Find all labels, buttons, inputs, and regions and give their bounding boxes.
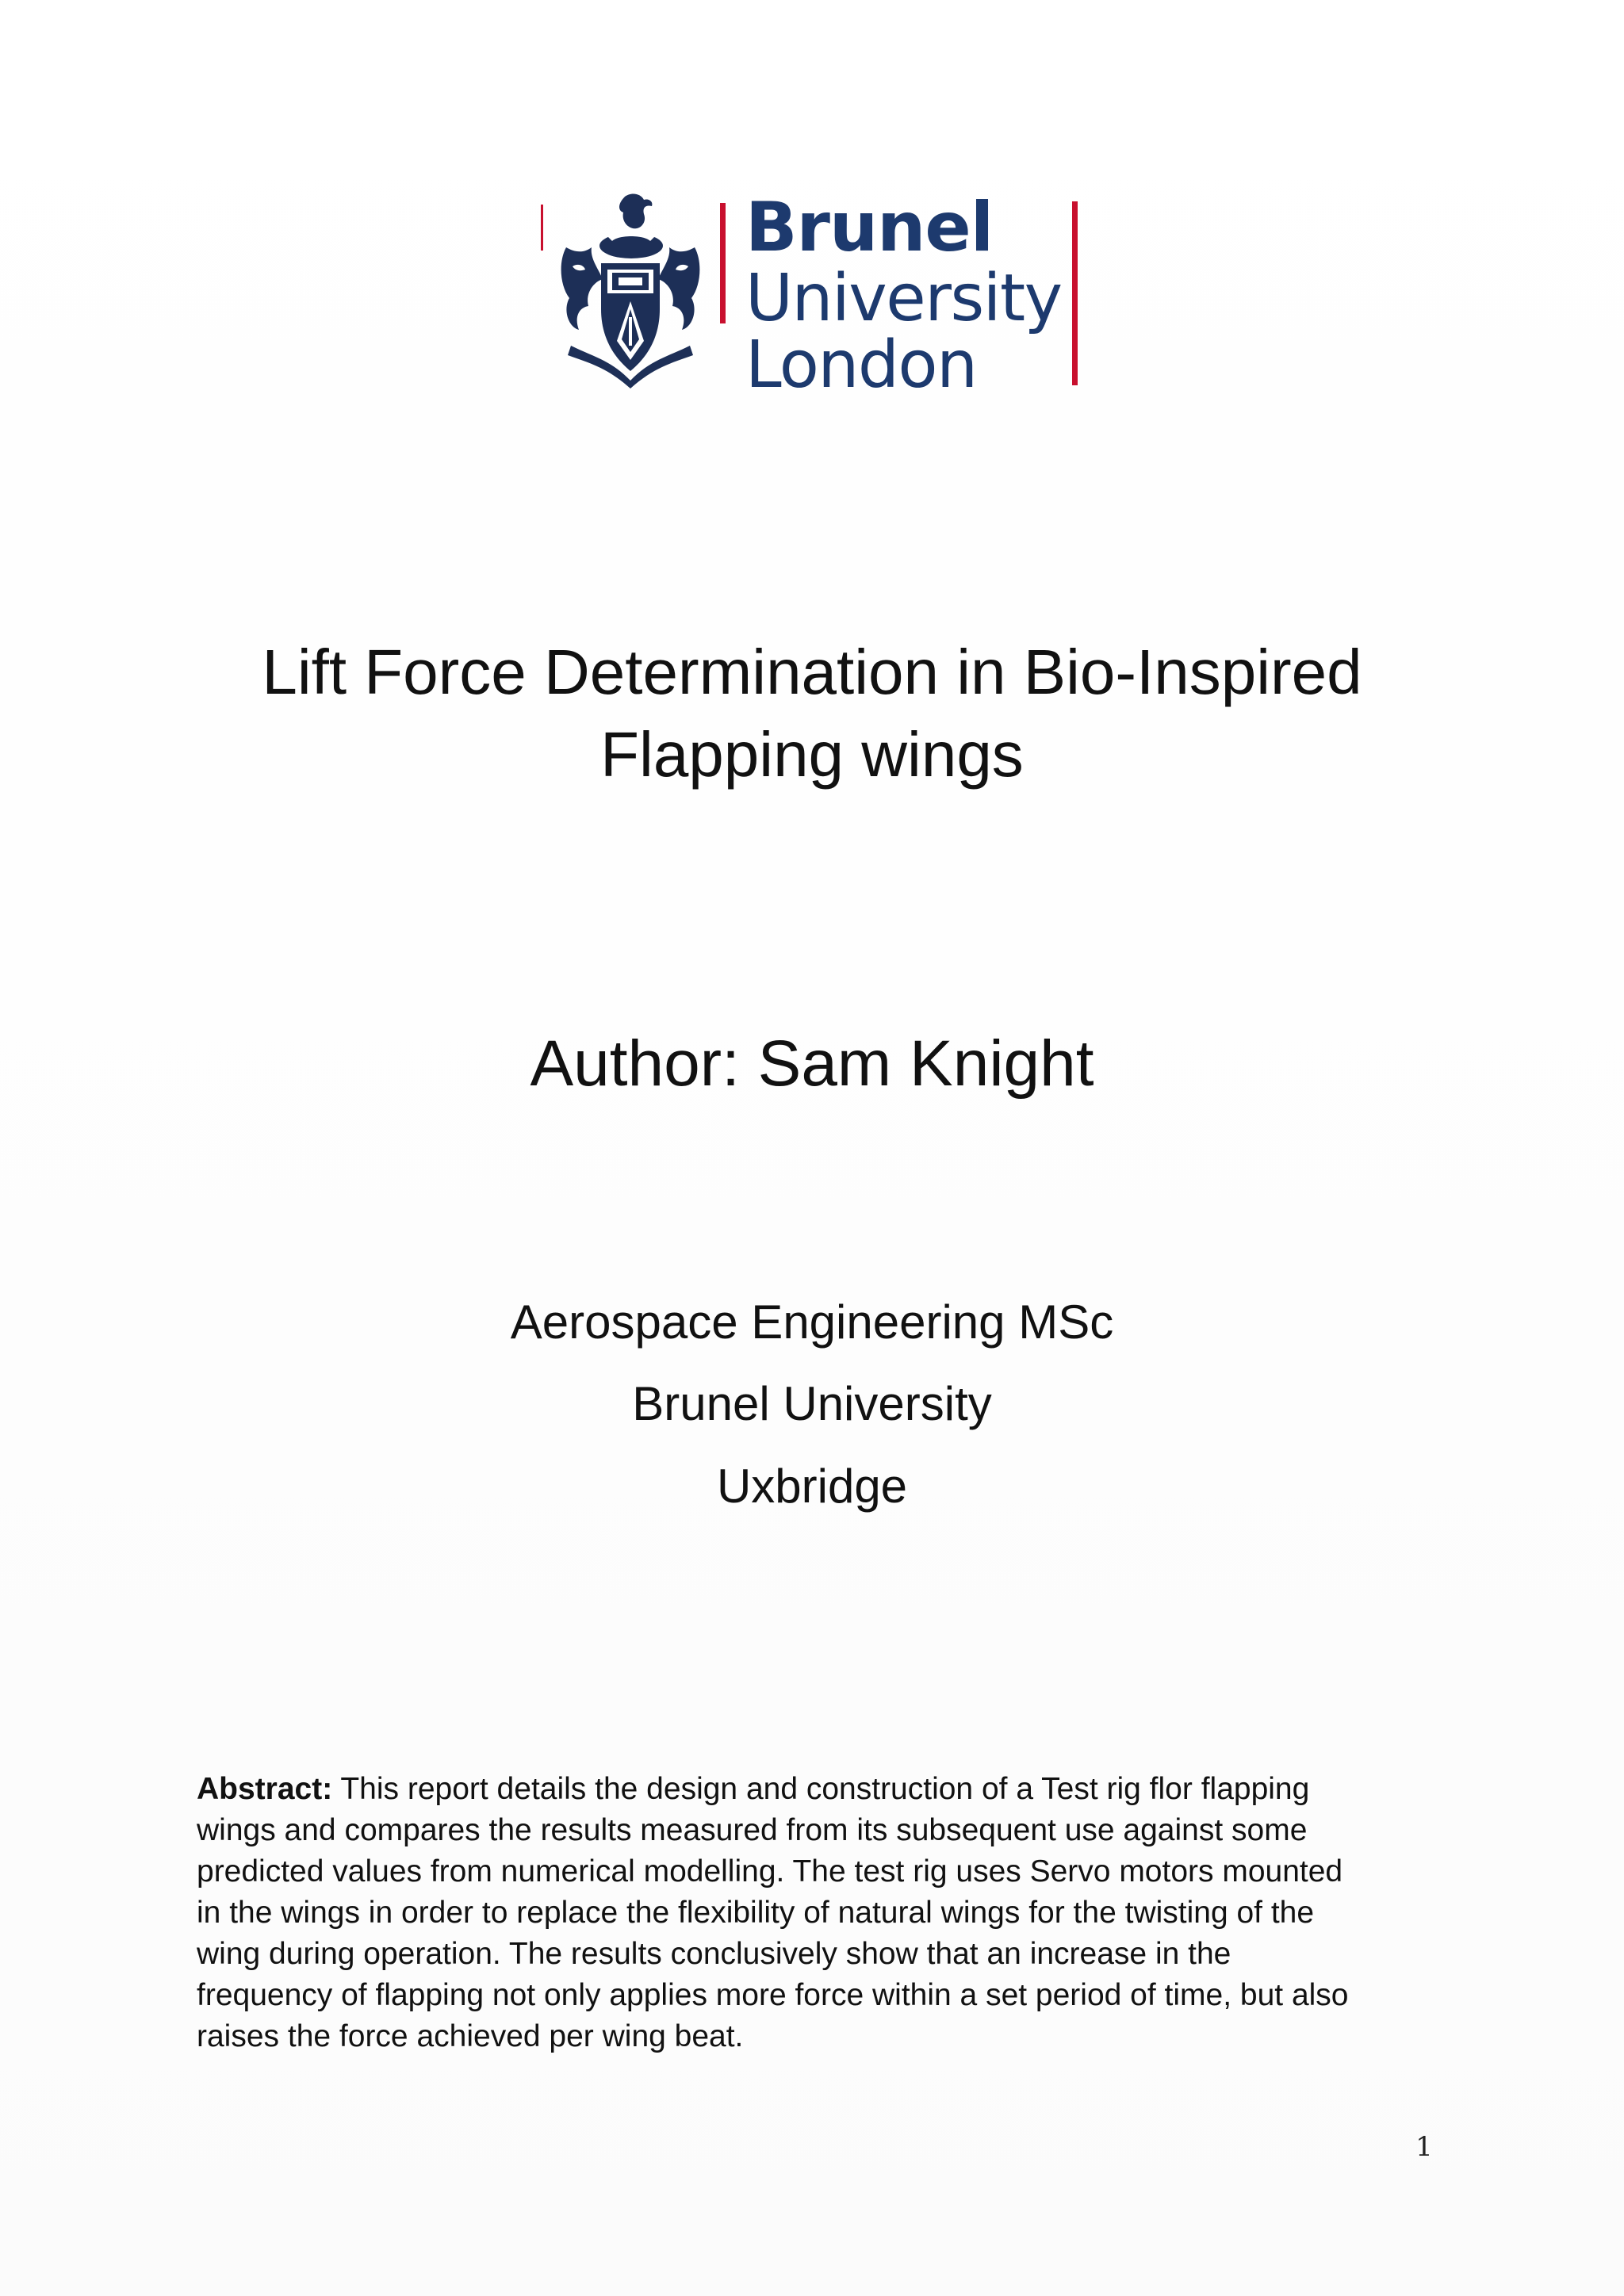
title-line-1: Lift Force Determination in Bio-Inspired [262,637,1362,707]
logo-right-rule [1072,201,1078,385]
abstract-line: frequency of flapping not only applies more force within a set period of time, but also [197,1978,1349,2012]
abstract-line: wings and compares the results measured from its subsequent use against some [197,1813,1308,1847]
abstract-label: Abstract: [197,1772,333,1806]
logo-divider-rule [720,203,726,323]
wordmark-london: London [745,327,977,403]
wordmark-university: University [745,261,1062,336]
program-name: Aerospace Engineering MSc [510,1295,1114,1349]
author-line: Author: Sam Knight [530,1027,1094,1100]
abstract-line [197,1769,1434,1810]
page-number: 1 [1415,2131,1433,2163]
abstract-text: This report details the design and construction of a Test rig flor flapping [332,1772,1310,1806]
logo-left-rule [541,205,543,251]
abstract-line: wing during operation. The results conclusively show that an increase in the [197,1937,1231,1971]
abstract-line: predicted values from numerical modelling. The test rig uses Servo motors mounted [197,1854,1343,1888]
university-crest-icon [555,190,706,388]
university-wordmark [745,188,1062,403]
university-logo [533,188,1088,403]
abstract [197,1769,1434,2057]
location-name: Uxbridge [716,1460,908,1513]
abstract-line: in the wings in order to replace the flexibility of natural wings for the twisting of the [197,1896,1315,1930]
title-line-2: Flapping wings [600,719,1024,790]
wordmark-brunel: Brunel [745,188,994,267]
document-title [0,631,1624,796]
university-name: Brunel University [632,1377,992,1430]
abstract-line: raises the force achieved per wing beat. [197,2019,744,2053]
